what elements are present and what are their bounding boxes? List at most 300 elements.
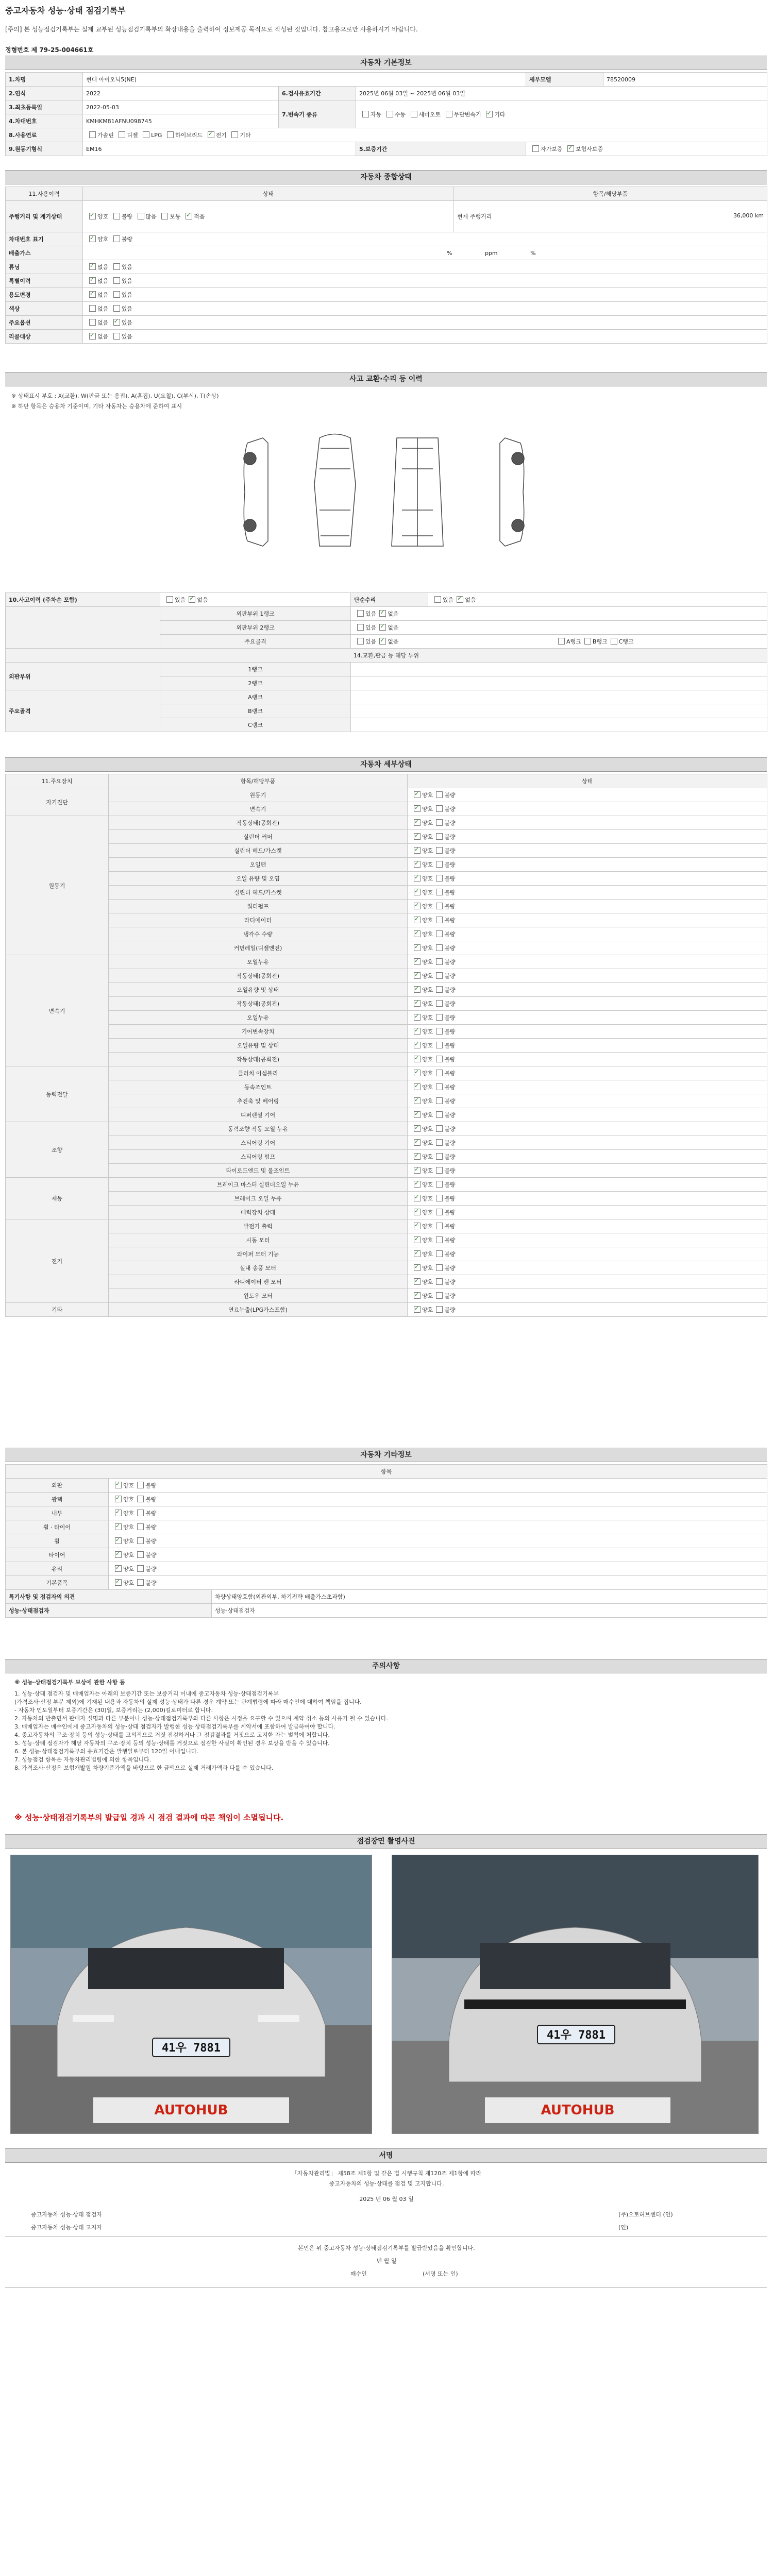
- warranty-cb-0[interactable]: [532, 145, 539, 152]
- state-label: 양호: [422, 1028, 433, 1035]
- state-label: 불량: [444, 959, 456, 965]
- state-label: 양호: [422, 973, 433, 979]
- state-checkbox[interactable]: [414, 1167, 421, 1174]
- o1-cb-yes[interactable]: [357, 610, 364, 617]
- detail-item-state: [408, 830, 767, 844]
- state-label: 양호: [422, 1237, 433, 1244]
- trans-cb-4[interactable]: [486, 111, 493, 117]
- detail-item-state: [408, 802, 767, 816]
- state-checkbox[interactable]: [414, 986, 421, 993]
- state-checkbox[interactable]: [436, 1028, 443, 1035]
- price-checkbox[interactable]: [115, 1537, 122, 1544]
- state-checkbox[interactable]: [436, 958, 443, 965]
- trans-cb-3[interactable]: [446, 111, 452, 117]
- model-label: 세부모델: [526, 73, 603, 87]
- detail-item-state: [408, 955, 767, 969]
- state-checkbox[interactable]: [414, 972, 421, 979]
- state-checkbox[interactable]: [414, 847, 421, 854]
- price-row-state: [109, 1562, 767, 1576]
- state-checkbox[interactable]: [436, 791, 443, 798]
- fuel-cb-4[interactable]: [208, 131, 214, 138]
- option-cb-none[interactable]: [89, 319, 96, 326]
- first-reg-value: 2022-05-03: [83, 100, 279, 114]
- detail-item-state: [408, 1025, 767, 1039]
- state-label: 불량: [444, 820, 456, 826]
- detail-item-label: 디퍼렌셜 기어: [109, 1108, 408, 1122]
- state-checkbox[interactable]: [436, 819, 443, 826]
- state-checkbox[interactable]: [436, 1195, 443, 1201]
- price-row-label: 내부: [6, 1506, 109, 1520]
- price-checkbox[interactable]: [115, 1551, 122, 1558]
- price-state-label: 불량: [145, 1552, 157, 1558]
- color-cb-0[interactable]: [89, 305, 96, 312]
- state-checkbox[interactable]: [414, 861, 421, 868]
- price-checkbox[interactable]: [137, 1482, 144, 1488]
- price-checkbox[interactable]: [115, 1510, 122, 1516]
- price-row: [6, 1479, 767, 1493]
- price-state-label: 양호: [123, 1538, 135, 1545]
- state-checkbox[interactable]: [436, 875, 443, 882]
- warranty-label: 5.보증기간: [356, 142, 526, 156]
- rank-1: 1랭크: [160, 663, 351, 676]
- state-label: 불량: [444, 806, 456, 812]
- detail-row: [6, 955, 767, 969]
- state-checkbox[interactable]: [436, 972, 443, 979]
- state-checkbox[interactable]: [436, 930, 443, 937]
- detail-row: [6, 1150, 767, 1164]
- detail-item-state: [408, 997, 767, 1011]
- emission-label: 배출가스: [6, 246, 83, 260]
- state-checkbox[interactable]: [414, 1056, 421, 1062]
- price-state-label: 양호: [123, 1566, 135, 1572]
- detail-item-label: 브레이크 오일 누유: [109, 1192, 408, 1206]
- price-state-label: 불량: [145, 1580, 157, 1586]
- price-row: [6, 1520, 767, 1534]
- motor-label: 9.원동기형식: [6, 142, 83, 156]
- detail-row: [6, 872, 767, 886]
- status-header: 자동차 종합상태: [5, 170, 767, 184]
- notes-line: 7. 성능점검 항목은 자동차관리법령에 의한 항목입니다.: [14, 1756, 152, 1763]
- state-label: 양호: [422, 1209, 433, 1216]
- vin-cb-good[interactable]: [89, 235, 96, 242]
- detail-col2: 항목/해당부품: [109, 774, 408, 788]
- wheel-left-front: [244, 452, 256, 465]
- state-checkbox[interactable]: [414, 791, 421, 798]
- detail-item-state: [408, 886, 767, 900]
- detail-item-state: [408, 1150, 767, 1164]
- detail-item-label: 발전기 출력: [109, 1219, 408, 1233]
- state-checkbox[interactable]: [436, 1111, 443, 1118]
- state-checkbox[interactable]: [436, 986, 443, 993]
- usage-label: 용도변경: [6, 288, 83, 302]
- notes-line: 3. 매매업자는 매수인에게 중고자동차의 성능·상태 점검자가 발행한 성능·상태점검기록부를 계약서에 포함하여 발급하여야 합니다.: [14, 1723, 335, 1730]
- detail-table: [5, 774, 767, 1317]
- state-checkbox[interactable]: [436, 1209, 443, 1215]
- state-checkbox[interactable]: [414, 875, 421, 882]
- detail-row: [6, 1303, 767, 1317]
- price-row-label: 휠 · 타이어: [6, 1520, 109, 1534]
- detail-row: [6, 1066, 767, 1080]
- state-checkbox[interactable]: [436, 1125, 443, 1132]
- state-checkbox[interactable]: [436, 917, 443, 923]
- state-label: 불량: [444, 987, 456, 993]
- state-checkbox[interactable]: [436, 1250, 443, 1257]
- rank-a: A랭크: [160, 690, 351, 704]
- car-name-value: 현대 아이오닉5(NE): [83, 73, 526, 87]
- o1-cb-none[interactable]: [379, 610, 386, 617]
- state-checkbox[interactable]: [436, 1278, 443, 1285]
- detail-item-state: [408, 1303, 767, 1317]
- state-checkbox[interactable]: [414, 1153, 421, 1160]
- right-code: 78520009: [603, 73, 767, 87]
- state-label: 양호: [422, 848, 433, 854]
- state-checkbox[interactable]: [436, 1153, 443, 1160]
- detail-item-state: [408, 1108, 767, 1122]
- photo-front: [10, 1855, 372, 2134]
- buyer-value[interactable]: (서명 또는 인): [423, 2270, 458, 2277]
- detail-item-label: 실린더 헤드/가스켓: [109, 886, 408, 900]
- detail-item-state: [408, 858, 767, 872]
- option-options: 없음 ✓ 있음: [83, 316, 767, 330]
- detail-row: [6, 858, 767, 872]
- detail-item-state: [408, 872, 767, 886]
- document-title: 중고자동차 성능·상태 점검기록부: [5, 6, 126, 15]
- detail-item-label: 동력조향 작동 오일 누유: [109, 1122, 408, 1136]
- detail-col1: 11.주요장치: [6, 774, 109, 788]
- detail-item-label: 오일팬: [109, 858, 408, 872]
- price-row-state: [109, 1493, 767, 1506]
- price-row: [6, 1506, 767, 1520]
- state-checkbox[interactable]: [436, 1014, 443, 1021]
- state-checkbox[interactable]: [436, 805, 443, 812]
- option-cb-yes[interactable]: [113, 319, 120, 326]
- state-checkbox[interactable]: [414, 903, 421, 909]
- detail-row: [6, 816, 767, 830]
- detail-row: [6, 1178, 767, 1192]
- basic-info-header: 자동차 기본정보: [5, 56, 767, 70]
- odo-cb-many[interactable]: [138, 213, 144, 219]
- state-checkbox[interactable]: [414, 1223, 421, 1229]
- price-row-label: 외판: [6, 1479, 109, 1493]
- state-label: 양호: [422, 1084, 433, 1091]
- state-checkbox[interactable]: [436, 1083, 443, 1090]
- state-label: 불량: [444, 1223, 456, 1230]
- state-label: 양호: [422, 1307, 433, 1313]
- detail-item-state: [408, 1261, 767, 1275]
- state-checkbox[interactable]: [414, 1042, 421, 1048]
- state-checkbox[interactable]: [414, 819, 421, 826]
- state-checkbox[interactable]: [414, 930, 421, 937]
- detail-item-label: 오일유량 및 상태: [109, 983, 408, 997]
- trans-cb-2[interactable]: [411, 111, 417, 117]
- state-checkbox[interactable]: [414, 1306, 421, 1313]
- tuning-cb-none[interactable]: [89, 263, 96, 270]
- state-label: 불량: [444, 792, 456, 799]
- state-checkbox[interactable]: [436, 1223, 443, 1229]
- repair-options: 있음✓ 없음: [428, 593, 767, 607]
- state-checkbox[interactable]: [414, 1292, 421, 1299]
- detail-row: [6, 1053, 767, 1066]
- detail-item-label: 라디에이터 팬 모터: [109, 1275, 408, 1289]
- validity-value: 2025년 06월 03일 ~ 2025년 06월 03일: [356, 87, 767, 100]
- state-checkbox[interactable]: [414, 1209, 421, 1215]
- price-checkbox[interactable]: [115, 1579, 122, 1586]
- price-checkbox[interactable]: [137, 1510, 144, 1516]
- vin-label: 4.차대번호: [6, 114, 83, 128]
- state-checkbox[interactable]: [436, 889, 443, 895]
- state-label: 불량: [444, 1028, 456, 1035]
- state-checkbox[interactable]: [414, 1014, 421, 1021]
- state-label: 양호: [422, 1098, 433, 1105]
- color-cb-1[interactable]: [113, 305, 120, 312]
- document-note: [주의] 본 성능점검기록부는 실제 교부된 성능점검기록부의 확장내용을 출력하여 정보제공 목적으로 작성된 것입니다. 참고용으로만 사용하시기 바랍니다.: [5, 26, 418, 33]
- detail-item-label: 등속조인트: [109, 1080, 408, 1094]
- state-label: 불량: [444, 1307, 456, 1313]
- state-checkbox[interactable]: [436, 1097, 443, 1104]
- tuning-label: 튜닝: [6, 260, 83, 274]
- registration-number: 정형번호 제 79-25-004661호: [5, 46, 94, 54]
- state-checkbox[interactable]: [414, 1097, 421, 1104]
- state-checkbox[interactable]: [414, 958, 421, 965]
- state-checkbox[interactable]: [436, 1139, 443, 1146]
- detail-item-label: 작동상태(공회전): [109, 1053, 408, 1066]
- price-checkbox[interactable]: [115, 1565, 122, 1572]
- fuel-cb-1[interactable]: [119, 131, 125, 138]
- state-checkbox[interactable]: [414, 1070, 421, 1076]
- detail-row: [6, 983, 767, 997]
- detail-item-state: [408, 1136, 767, 1150]
- state-checkbox[interactable]: [414, 889, 421, 895]
- state-label: 불량: [444, 848, 456, 854]
- state-checkbox[interactable]: [436, 861, 443, 868]
- detail-item-label: 연료누출(LPG가스포함): [109, 1303, 408, 1317]
- state-checkbox[interactable]: [436, 903, 443, 909]
- state-checkbox[interactable]: [436, 1056, 443, 1062]
- damage-legend-2: ※ 하단 항목은 승용차 기준이며, 기타 자동차는 승용차에 준하여 표시: [11, 403, 182, 410]
- price-state-label: 양호: [123, 1482, 135, 1489]
- state-checkbox[interactable]: [436, 1070, 443, 1076]
- price-checkbox[interactable]: [137, 1537, 144, 1544]
- price-row-state: [109, 1506, 767, 1520]
- state-label: 양호: [422, 1014, 433, 1021]
- odo-cb-normal[interactable]: [161, 213, 168, 219]
- state-checkbox[interactable]: [414, 944, 421, 951]
- odo-cb-good[interactable]: [89, 213, 96, 219]
- fuel-cb-0[interactable]: [89, 131, 96, 138]
- fr-cb-none[interactable]: [379, 638, 386, 645]
- price-checkbox[interactable]: [137, 1579, 144, 1586]
- vin-state-label: 차대번호 표기: [6, 232, 83, 246]
- state-checkbox[interactable]: [414, 1000, 421, 1007]
- state-checkbox[interactable]: [414, 1278, 421, 1285]
- rank-b: B랭크: [160, 704, 351, 718]
- odometer-detail: 현재 주행거리 36,000 km: [454, 201, 767, 232]
- state-checkbox[interactable]: [436, 944, 443, 951]
- recall-options: ✓ 없음 있음: [83, 330, 767, 344]
- state-label: 불량: [444, 973, 456, 979]
- fr-cb-b[interactable]: [584, 638, 591, 645]
- usage-options: ✓ 없음 있음: [83, 288, 767, 302]
- notes-line: - 자동차 인도일부터 보증기간은 (30)일, 보증거리는 (2,000)킬로미터로 합니다.: [14, 1707, 213, 1714]
- price-row: [6, 1562, 767, 1576]
- price-checkbox[interactable]: [137, 1523, 144, 1530]
- detail-row: [6, 1122, 767, 1136]
- fr-cb-a[interactable]: [558, 638, 565, 645]
- rank-2: 2랭크: [160, 676, 351, 690]
- fr-cb-c[interactable]: [611, 638, 617, 645]
- price-checkbox[interactable]: [137, 1551, 144, 1558]
- special-cb-yes[interactable]: [113, 277, 120, 284]
- state-label: 양호: [422, 1279, 433, 1285]
- validity-label: 6.검사유효기간: [279, 87, 356, 100]
- special-cb-none[interactable]: [89, 277, 96, 284]
- state-checkbox[interactable]: [414, 1195, 421, 1201]
- detail-row: [6, 830, 767, 844]
- fuel-cb-2[interactable]: [143, 131, 149, 138]
- detail-item-label: 작동상태(공회전): [109, 969, 408, 983]
- trans-cb-0[interactable]: [362, 111, 369, 117]
- notes-line: 4. 중고자동차의 구조·장치 등의 성능·상태를 고의적으로 거짓 점검하거나 그 점검결과를 거짓으로 고지한 자는 벌칙에 처합니다.: [14, 1732, 330, 1738]
- price-state-label: 양호: [123, 1510, 135, 1517]
- frame-options: 있음✓ 없음 A랭크 B랭크 C랭크: [351, 635, 767, 649]
- seller-label: 중고자동차 성능·상태 고지자: [31, 2224, 103, 2231]
- odometer-label: 주행거리 및 계기상태: [6, 201, 83, 232]
- state-checkbox[interactable]: [414, 1181, 421, 1188]
- detail-row: [6, 1164, 767, 1178]
- state-checkbox[interactable]: [414, 1236, 421, 1243]
- detail-item-state: [408, 900, 767, 913]
- detail-item-label: 클러치 어셈블리: [109, 1066, 408, 1080]
- detail-item-label: 냉각수 수량: [109, 927, 408, 941]
- o2-cb-yes[interactable]: [357, 624, 364, 631]
- fuel-cb-3[interactable]: [167, 131, 174, 138]
- price-opinion-label: 특기사항 및 점검자의 의견: [6, 1590, 212, 1604]
- wheel-right-rear: [512, 519, 524, 532]
- price-checkbox[interactable]: [137, 1496, 144, 1502]
- state-label: 불량: [444, 1140, 456, 1146]
- state-checkbox[interactable]: [436, 1167, 443, 1174]
- acc-cb-none[interactable]: [189, 596, 195, 603]
- state-label: 양호: [422, 1140, 433, 1146]
- price-state-label: 불량: [145, 1566, 157, 1572]
- o2-cb-none[interactable]: [379, 624, 386, 631]
- state-checkbox[interactable]: [436, 1181, 443, 1188]
- price-checkbox[interactable]: [115, 1482, 122, 1488]
- vin-cb-bad[interactable]: [113, 235, 120, 242]
- state-checkbox[interactable]: [436, 1236, 443, 1243]
- state-checkbox[interactable]: [414, 1028, 421, 1035]
- acc-cb-yes[interactable]: [166, 596, 173, 603]
- state-checkbox[interactable]: [436, 1000, 443, 1007]
- state-checkbox[interactable]: [436, 833, 443, 840]
- sign-date: 2025 년 06 월 03 일: [359, 2196, 414, 2202]
- checker-value: (주)오토허브센터 (인): [618, 2211, 673, 2218]
- state-checkbox[interactable]: [436, 1042, 443, 1048]
- price-row-label: 기본품목: [6, 1576, 109, 1590]
- state-checkbox[interactable]: [414, 917, 421, 923]
- detail-col3: 상태: [408, 774, 767, 788]
- price-row-label: 휠: [6, 1534, 109, 1548]
- usage-cb-none[interactable]: [89, 291, 96, 298]
- state-checkbox[interactable]: [436, 1292, 443, 1299]
- detail-row: [6, 1192, 767, 1206]
- rep-cb-none[interactable]: [457, 596, 463, 603]
- state-checkbox[interactable]: [414, 1264, 421, 1271]
- detail-item-label: 스티어링 펌프: [109, 1150, 408, 1164]
- warranty-cb-1[interactable]: [567, 145, 574, 152]
- damage-table: [5, 592, 767, 732]
- state-label: 양호: [422, 834, 433, 840]
- state-label: 양호: [422, 917, 433, 924]
- status-col-detail: 항목/해당부품: [454, 187, 767, 201]
- detail-item-label: 워터펌프: [109, 900, 408, 913]
- state-label: 양호: [422, 931, 433, 938]
- status-col-state: 상태: [83, 187, 454, 201]
- frame-label: 주요골격: [160, 635, 351, 649]
- state-checkbox[interactable]: [436, 847, 443, 854]
- fr-cb-yes[interactable]: [357, 638, 364, 645]
- price-row-label: 타이어: [6, 1548, 109, 1562]
- state-checkbox[interactable]: [414, 1083, 421, 1090]
- tuning-cb-yes[interactable]: [113, 263, 120, 270]
- state-label: 양호: [422, 1195, 433, 1202]
- recall-cb-yes[interactable]: [113, 333, 120, 340]
- price-checkbox[interactable]: [115, 1496, 122, 1502]
- state-checkbox[interactable]: [414, 1111, 421, 1118]
- detail-item-label: 윈도우 모터: [109, 1289, 408, 1303]
- photo-rear: [392, 1855, 759, 2134]
- price-state-label: 불량: [145, 1496, 157, 1503]
- price-checkbox[interactable]: [137, 1565, 144, 1572]
- detail-group-label: 조향: [6, 1122, 109, 1178]
- state-checkbox[interactable]: [436, 1306, 443, 1313]
- fuel-cb-5[interactable]: [231, 131, 238, 138]
- detail-row: [6, 1206, 767, 1219]
- price-state-label: 양호: [123, 1496, 135, 1503]
- trans-cb-1[interactable]: [386, 111, 393, 117]
- rep-cb-yes[interactable]: [434, 596, 441, 603]
- odo-cb-few[interactable]: [186, 213, 192, 219]
- rank-label: 14.교환,판금 등 해당 부위: [6, 649, 767, 663]
- state-label: 불량: [444, 1293, 456, 1299]
- damage-legend-1: ※ 상태표시 부호 : X(교환), W(판금 또는 용접), A(흠집), U(요철), C(부식), T(손상): [11, 393, 219, 399]
- notes-line: 5. 성능·상태 점검자가 해당 자동차의 구조·장치 등의 성능·상태를 거짓으로 점검한 사실이 확인된 경우 보상을 받을 수 있습니다.: [14, 1740, 330, 1747]
- autohub-sign-1: AUTOHUB: [154, 2103, 228, 2118]
- state-checkbox[interactable]: [414, 805, 421, 812]
- state-label: 양호: [422, 861, 433, 868]
- state-label: 불량: [444, 1209, 456, 1216]
- detail-item-label: 작동상태(공회전): [109, 816, 408, 830]
- status-table: [5, 187, 767, 344]
- state-label: 양호: [422, 945, 433, 952]
- detail-row: [6, 1136, 767, 1150]
- detail-item-label: 실린더 커버: [109, 830, 408, 844]
- accident-label: 10.사고이력 (주차손 포함): [6, 593, 160, 607]
- detail-row: [6, 1011, 767, 1025]
- state-checkbox[interactable]: [414, 833, 421, 840]
- first-reg-label: 3.최초등록일: [6, 100, 83, 114]
- recall-cb-none[interactable]: [89, 333, 96, 340]
- state-checkbox[interactable]: [414, 1250, 421, 1257]
- detail-item-label: 작동상태(공회전): [109, 997, 408, 1011]
- outer1-label: 외판부위 1랭크: [160, 607, 351, 621]
- state-checkbox[interactable]: [436, 1264, 443, 1271]
- usage-cb-yes[interactable]: [113, 291, 120, 298]
- odo-cb-bad[interactable]: [113, 213, 120, 219]
- price-checkbox[interactable]: [115, 1523, 122, 1530]
- state-checkbox[interactable]: [414, 1125, 421, 1132]
- state-checkbox[interactable]: [414, 1139, 421, 1146]
